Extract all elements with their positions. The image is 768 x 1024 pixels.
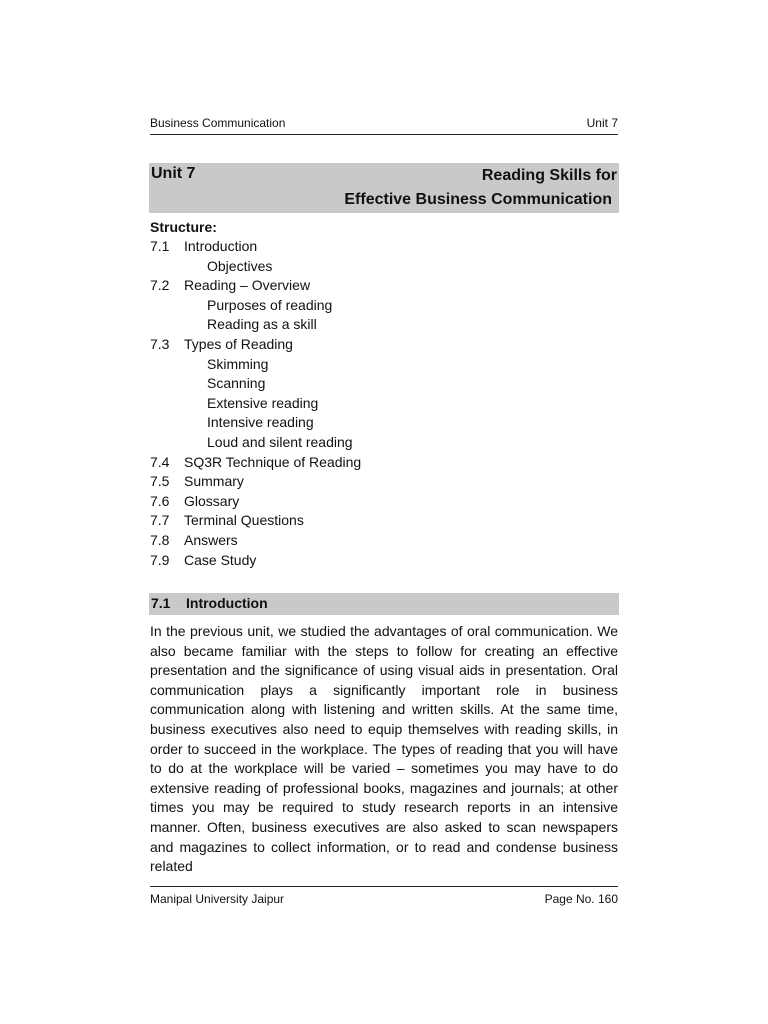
- structure-title: Structure:: [150, 219, 217, 235]
- section-number: 7.1: [151, 595, 171, 611]
- structure-subitem: Scanning: [207, 375, 266, 392]
- unit-title-line-1: Reading Skills for: [481, 167, 617, 184]
- structure-item-number: 7.4: [150, 453, 170, 470]
- section-title: Introduction: [186, 595, 268, 611]
- structure-item: [150, 472, 618, 492]
- unit-label: Unit 7: [151, 165, 196, 182]
- body-paragraph: In the previous unit, we studied the advantages of oral communication. We also became familiar with the steps to follow for creating an effective presentation and the significance of using visual aids in presentation. Oral communication plays a significantly important role in business communication along with listening and written skills. At the same time, business executives also need to equip themselves with reading skills, in order to succeed in the workplace. The types of reading that you will have to do at the workplace will be varied – sometimes you may have to do extensive reading of professional books, magazines and journals; at other times you may be required to study research reports in an intensive manner. Often, business executives are also asked to scan newspapers and magazines to collect information, or to read and condense business related: [150, 623, 618, 875]
- structure-item: [150, 531, 618, 551]
- unit-heading-band: [149, 163, 619, 213]
- header-book-title: Business Communication: [150, 116, 286, 130]
- structure-item: [150, 551, 618, 571]
- structure-item-label: Terminal Questions: [184, 512, 304, 529]
- structure-item-number: 7.5: [150, 473, 170, 490]
- structure-item: [150, 492, 618, 512]
- structure-item-label: Introduction: [184, 238, 258, 254]
- structure-item: [150, 453, 618, 473]
- footer-rule: [150, 886, 618, 887]
- structure-item: [150, 237, 618, 257]
- structure-item-number: 7.1: [150, 238, 170, 254]
- structure-item-label: Reading – Overview: [184, 277, 311, 294]
- structure-subitem: Purposes of reading: [207, 296, 333, 313]
- structure-list: [150, 237, 618, 570]
- structure-item-label: Summary: [184, 473, 244, 490]
- unit-title: [344, 164, 617, 212]
- structure-item-label: Answers: [184, 531, 238, 548]
- structure-item-number: 7.2: [150, 277, 170, 294]
- structure-subitem: Reading as a skill: [207, 316, 317, 333]
- structure-subitem: Skimming: [207, 355, 269, 372]
- structure-item-label: SQ3R Technique of Reading: [184, 453, 362, 470]
- unit-title-line-2: Effective Business Communication: [344, 191, 612, 208]
- structure-item-label: Glossary: [184, 492, 240, 509]
- footer-page-number: Page No. 160: [544, 892, 618, 906]
- structure-item: [150, 511, 618, 531]
- structure-item-number: 7.3: [150, 335, 170, 352]
- structure-subitem: Intensive reading: [207, 414, 314, 431]
- running-footer: [150, 892, 618, 906]
- header-rule: [150, 134, 618, 135]
- structure-item-number: 7.9: [150, 551, 170, 568]
- structure-outline: [150, 218, 618, 570]
- structure-item-number: 7.8: [150, 531, 170, 548]
- structure-subitem: Objectives: [207, 257, 273, 274]
- footer-university: Manipal University Jaipur: [150, 892, 285, 906]
- structure-item: [150, 276, 618, 296]
- structure-item-label: Types of Reading: [184, 335, 293, 352]
- structure-item-label: Case Study: [184, 551, 257, 568]
- structure-item-number: 7.6: [150, 492, 170, 509]
- structure-item-number: 7.7: [150, 512, 170, 529]
- structure-item: [150, 335, 618, 355]
- structure-subitem: Loud and silent reading: [207, 433, 353, 450]
- header-unit-label: Unit 7: [586, 116, 618, 130]
- structure-subitem: Extensive reading: [207, 394, 319, 411]
- section-heading-band: [149, 593, 619, 615]
- running-header: [150, 116, 618, 130]
